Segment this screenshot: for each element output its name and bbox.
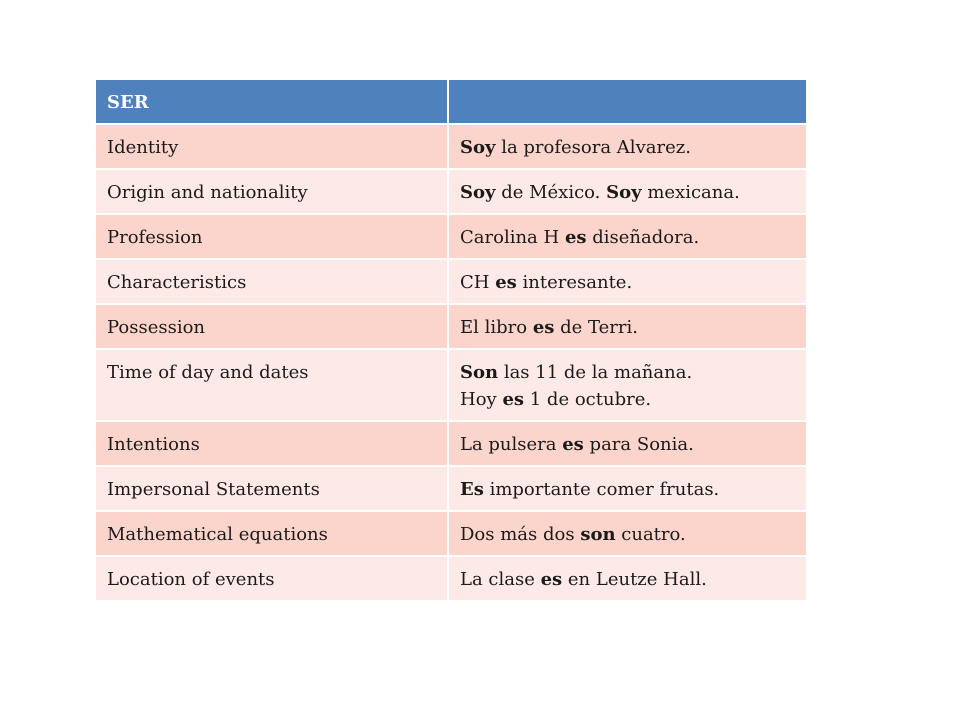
example-text: La pulsera: [460, 434, 563, 455]
example-text: Carolina H: [460, 227, 565, 248]
example-text: cuatro.: [615, 524, 686, 545]
use-cell: Possession: [96, 304, 448, 349]
example-text: mexicana.: [641, 182, 740, 203]
table-row: [96, 466, 806, 511]
use-cell: Identity: [96, 124, 448, 169]
verb-form: es: [502, 389, 525, 410]
example-cell: [448, 556, 806, 601]
example-text: Hoy: [460, 389, 503, 410]
header-cell-title: SER: [96, 80, 448, 124]
example-text: para Sonia.: [583, 434, 694, 455]
verb-form: Soy: [460, 137, 496, 158]
table-row: [96, 169, 806, 214]
example-cell: [448, 511, 806, 556]
example-text: La clase: [460, 569, 541, 590]
table-row: [96, 214, 806, 259]
example-cell: [448, 169, 806, 214]
use-cell: Mathematical equations: [96, 511, 448, 556]
table-row: [96, 259, 806, 304]
verb-form: es: [532, 317, 555, 338]
example-text: la profesora Alvarez.: [495, 137, 691, 158]
verb-form: es: [495, 272, 517, 293]
example-cell: [448, 124, 806, 169]
example-cell: [448, 214, 806, 259]
example-cell: [448, 259, 806, 304]
table-row: [96, 349, 806, 421]
use-cell: Impersonal Statements: [96, 466, 448, 511]
use-cell: Intentions: [96, 421, 448, 466]
example-cell: [448, 304, 806, 349]
ser-uses-table: [96, 80, 806, 602]
table-body: [96, 124, 806, 601]
example-text: de México.: [495, 182, 607, 203]
header-cell-empty: [448, 80, 806, 124]
table-header-row: [96, 80, 806, 124]
verb-form: es: [540, 569, 563, 590]
example-text: interesante.: [516, 272, 633, 293]
example-cell: [448, 466, 806, 511]
verb-form: es: [564, 227, 587, 248]
table-row: [96, 304, 806, 349]
example-cell: [448, 421, 806, 466]
example-text: diseñadora.: [586, 227, 700, 248]
table-row: [96, 511, 806, 556]
verb-form: Soy: [460, 182, 496, 203]
use-cell: Time of day and dates: [96, 349, 448, 421]
verb-form: Es: [460, 479, 484, 500]
example-text: en Leutze Hall.: [562, 569, 707, 590]
example-text: de Terri.: [554, 317, 638, 338]
verb-form: Soy: [606, 182, 642, 203]
use-cell: Location of events: [96, 556, 448, 601]
use-cell: Characteristics: [96, 259, 448, 304]
example-cell: [448, 349, 806, 421]
example-text: CH: [460, 272, 496, 293]
example-text: importante comer frutas.: [483, 479, 720, 500]
verb-form: es: [562, 434, 584, 455]
verb-form: Son: [460, 362, 499, 383]
table-row: [96, 421, 806, 466]
table-row: [96, 556, 806, 601]
use-cell: Profession: [96, 214, 448, 259]
example-text: 1 de octubre.: [524, 389, 652, 410]
example-text: Dos más dos: [460, 524, 581, 545]
example-text: las 11 de la mañana.: [498, 362, 693, 383]
use-cell: Origin and nationality: [96, 169, 448, 214]
example-text: El libro: [460, 317, 533, 338]
table-row: [96, 124, 806, 169]
verb-form: son: [580, 524, 616, 545]
